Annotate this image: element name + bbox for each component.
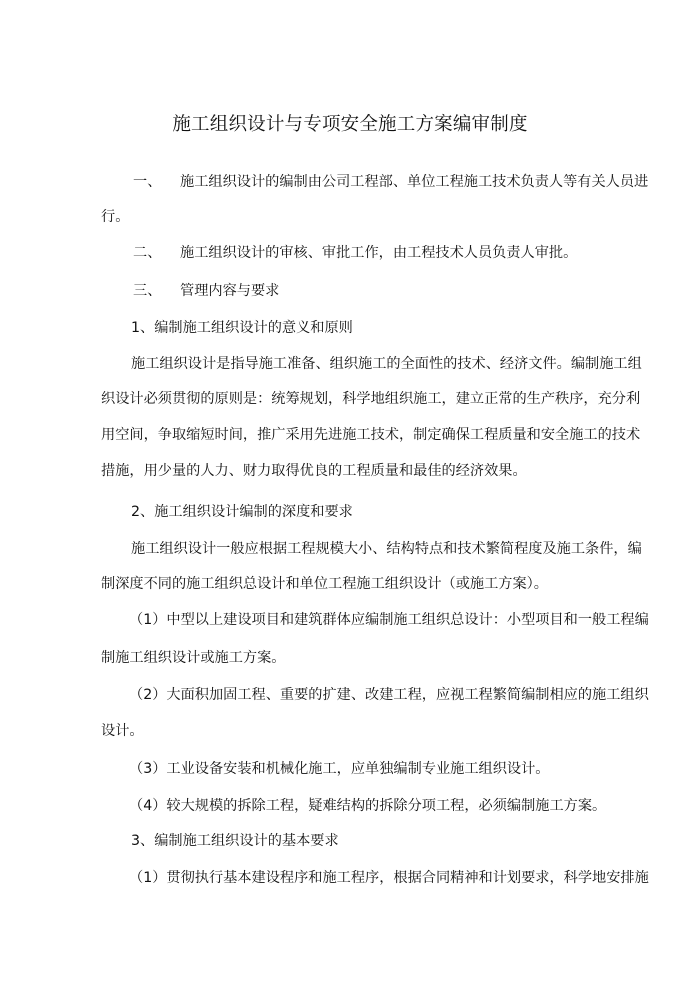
paragraph-line: （4）较大规模的拆除工程，疑难结构的拆除分项工程，必须编制施工方案。 — [129, 798, 607, 814]
paragraph-line: 制施工组织设计或施工方案。 — [101, 650, 286, 666]
paragraph-line: 用空间，争取缩短时间，推广采用先进施工技术，制定确保工程质量和安全施工的技术 — [101, 427, 641, 443]
paragraph-line: （2）大面积加固工程、重要的扩建、改建工程，应视工程繁简编制相应的施工组织 — [129, 687, 649, 703]
section-heading: 3、编制施工组织设计的基本要求 — [131, 833, 339, 849]
paragraph-line: （1）中型以上建设项目和建筑群体应编制施工组织总设计：小型项目和一般工程编 — [129, 612, 649, 628]
item-number: 二、 — [133, 245, 162, 261]
section-heading: 1、编制施工组织设计的意义和原则 — [131, 320, 353, 336]
paragraph-line: （1）贯彻执行基本建设程序和施工程序，根据合同精神和计划要求，科学地安排施 — [129, 870, 649, 886]
list-item — [0, 172, 700, 192]
paragraph-line: 织设计必须贯彻的原则是：统筹规划，科学地组织施工，建立正常的生产秩序，充分利 — [101, 391, 641, 407]
paragraph-line: 设计。 — [101, 723, 144, 739]
list-item — [0, 243, 700, 263]
paragraph-line: 措施，用少量的人力、财力取得优良的工程质量和最佳的经济效果。 — [101, 463, 527, 479]
section-heading: 2、施工组织设计编制的深度和要求 — [131, 504, 353, 520]
document-title: 施工组织设计与专项安全施工方案编审制度 — [172, 114, 528, 135]
item-number: 三、 — [133, 283, 162, 299]
item-text: 施工组织设计的编制由公司工程部、单位工程施工技术负责人等有关人员进 — [180, 174, 649, 190]
item-text: 管理内容与要求 — [180, 283, 280, 299]
paragraph-line: 制深度不同的施工组织总设计和单位工程施工组织设计（或施工方案）。 — [101, 576, 548, 592]
paragraph-line: 施工组织设计是指导施工准备、组织施工的全面性的技术、经济文件。编制施工组 — [131, 356, 642, 372]
item-number: 一、 — [133, 174, 162, 190]
paragraph-line: 施工组织设计一般应根据工程规模大小、结构特点和技术繁简程度及施工条件，编 — [131, 541, 642, 557]
item-text: 施工组织设计的审核、审批工作，由工程技术人员负责人审批。 — [180, 245, 578, 261]
item-continuation: 行。 — [101, 209, 130, 225]
paragraph-line: （3）工业设备安装和机械化施工，应单独编制专业施工组织设计。 — [129, 761, 550, 777]
list-item — [0, 281, 700, 301]
